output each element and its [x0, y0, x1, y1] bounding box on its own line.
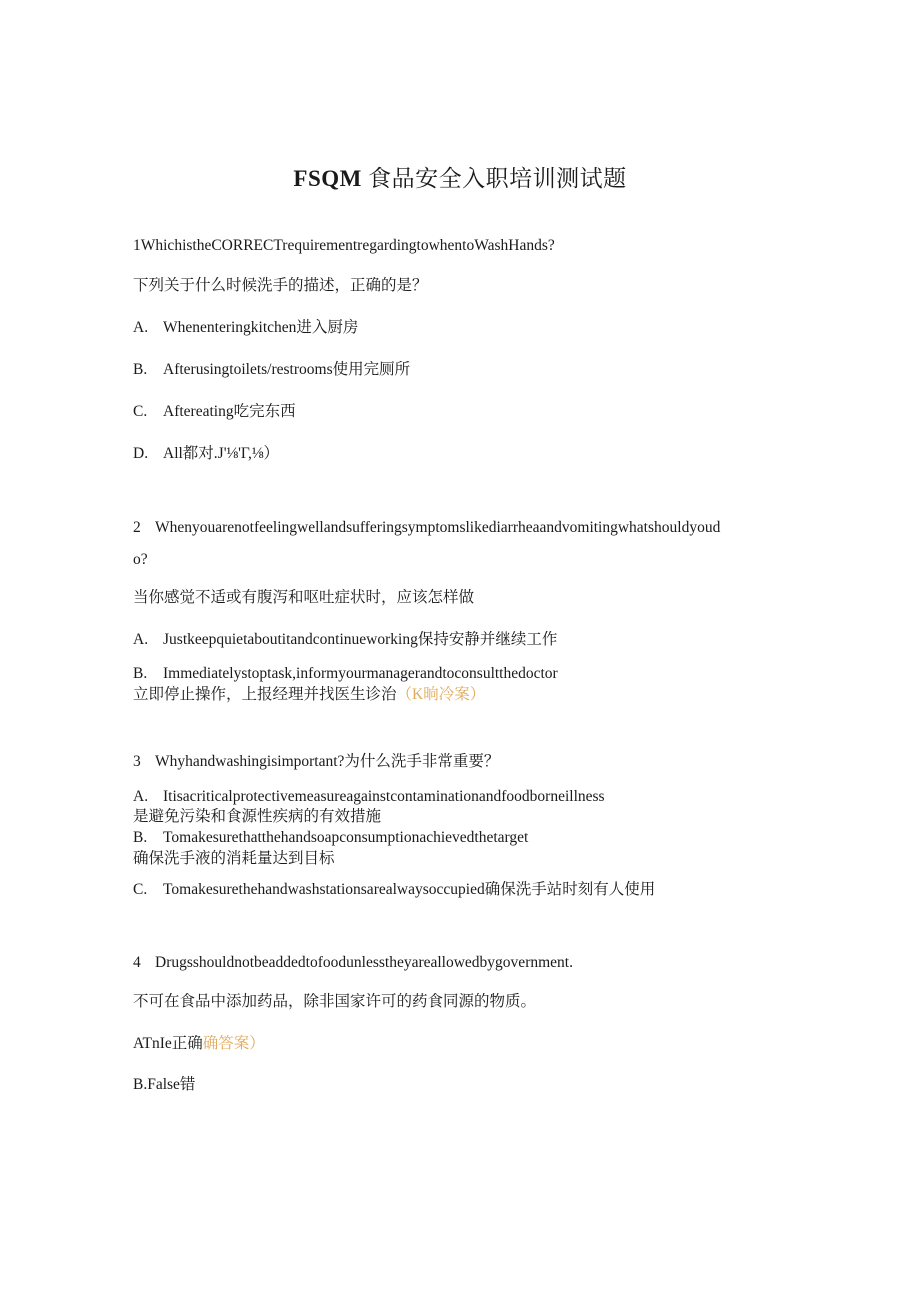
q4-question-zh: 不可在食品中添加药品，除非国家许可的药食同源的物质。 [133, 993, 537, 1010]
option-letter: C. [133, 403, 148, 420]
option-text: Whenenteringkitchen进入厨房 [163, 319, 359, 336]
option-letter: C. [133, 881, 148, 898]
q4-option-a [133, 1034, 265, 1054]
q3-option-b-en [133, 828, 528, 848]
option-text: Tomakesurethehandwashstationsarealwaysoccupied确保洗手站时刻有人使用 [163, 881, 656, 898]
q3-option-c [133, 880, 655, 900]
question-text: Whyhandwashingisimportant?为什么洗手非常重要？ [155, 753, 500, 770]
page-title [0, 160, 920, 193]
q2-option-a [133, 630, 557, 650]
question-number: 2 [133, 519, 141, 536]
q1-option-b [133, 360, 410, 380]
q1-question-en: 1WhichistheCORRECTrequirementregardingtowhentoWashHands? [133, 237, 555, 254]
q4-question-en [133, 953, 573, 973]
title-en: FSQM [293, 166, 362, 191]
option-text-zh: 立即停止操作，上报经理并找医生诊治 [133, 686, 397, 703]
option-letter: B. [133, 361, 148, 378]
option-text: Aftereating吃完东西 [163, 403, 296, 420]
q4-option-b: B.False错 [133, 1076, 196, 1093]
option-text: Afterusingtoilets/restrooms使用完厕所 [163, 361, 411, 378]
q3-option-a-zh: 是避免污染和食源性疾病的有效措施 [133, 808, 382, 825]
question-text: Whenyouarenotfeelingwellandsufferingsymptomslikediarrheaandvomitingwhatshouldyoud [155, 519, 721, 536]
q2-option-b-en [133, 664, 558, 684]
option-text: All都对.J'⅛'Γ,⅛） [163, 445, 280, 462]
q2-question-zh: 当你感觉不适或有腹泻和呕吐症状时，应该怎样做 [133, 589, 475, 606]
q1-question-zh: 下列关于什么时候洗手的描述，正确的是？ [133, 277, 428, 294]
q1-option-d [133, 444, 279, 464]
option-text: Tomakesurethatthehandsoapconsumptionachievedthetarget [163, 829, 529, 846]
q3-option-a-en [133, 787, 605, 807]
q1-option-a [133, 318, 358, 338]
option-text: Justkeepquietaboutitandcontinueworking保持安静并继续工作 [163, 631, 558, 648]
question-number: 3 [133, 753, 141, 770]
option-text: ATnIe正确 [133, 1035, 203, 1052]
option-letter: A. [133, 788, 149, 805]
option-letter: D. [133, 445, 149, 462]
option-letter: A. [133, 319, 149, 336]
answer-marker: （K晌冷案） [396, 686, 486, 703]
q3-question [133, 752, 499, 772]
q1-option-c [133, 402, 296, 422]
q2-question-en-cont: o? [133, 551, 148, 568]
q2-question-en [133, 518, 720, 538]
option-letter: B. [133, 829, 148, 846]
question-text: Drugsshouldnotbeaddedtofoodunlesstheyareallowedbygovernment. [155, 954, 573, 971]
option-letter: B. [133, 665, 148, 682]
option-letter: A. [133, 631, 149, 648]
question-number: 4 [133, 954, 141, 971]
q2-option-b-zh [133, 685, 485, 705]
q3-option-b-zh: 确保洗手液的消耗量达到目标 [133, 850, 335, 867]
option-text: Immediatelystoptask,informyourmanagerandtoconsultthedoctor [163, 665, 558, 682]
answer-marker: 确答案） [202, 1035, 265, 1052]
title-zh: 食品安全入职培训测试题 [368, 166, 627, 191]
option-text: Itisacriticalprotectivemeasureagainstcontaminationandfoodborneillness [163, 788, 605, 805]
